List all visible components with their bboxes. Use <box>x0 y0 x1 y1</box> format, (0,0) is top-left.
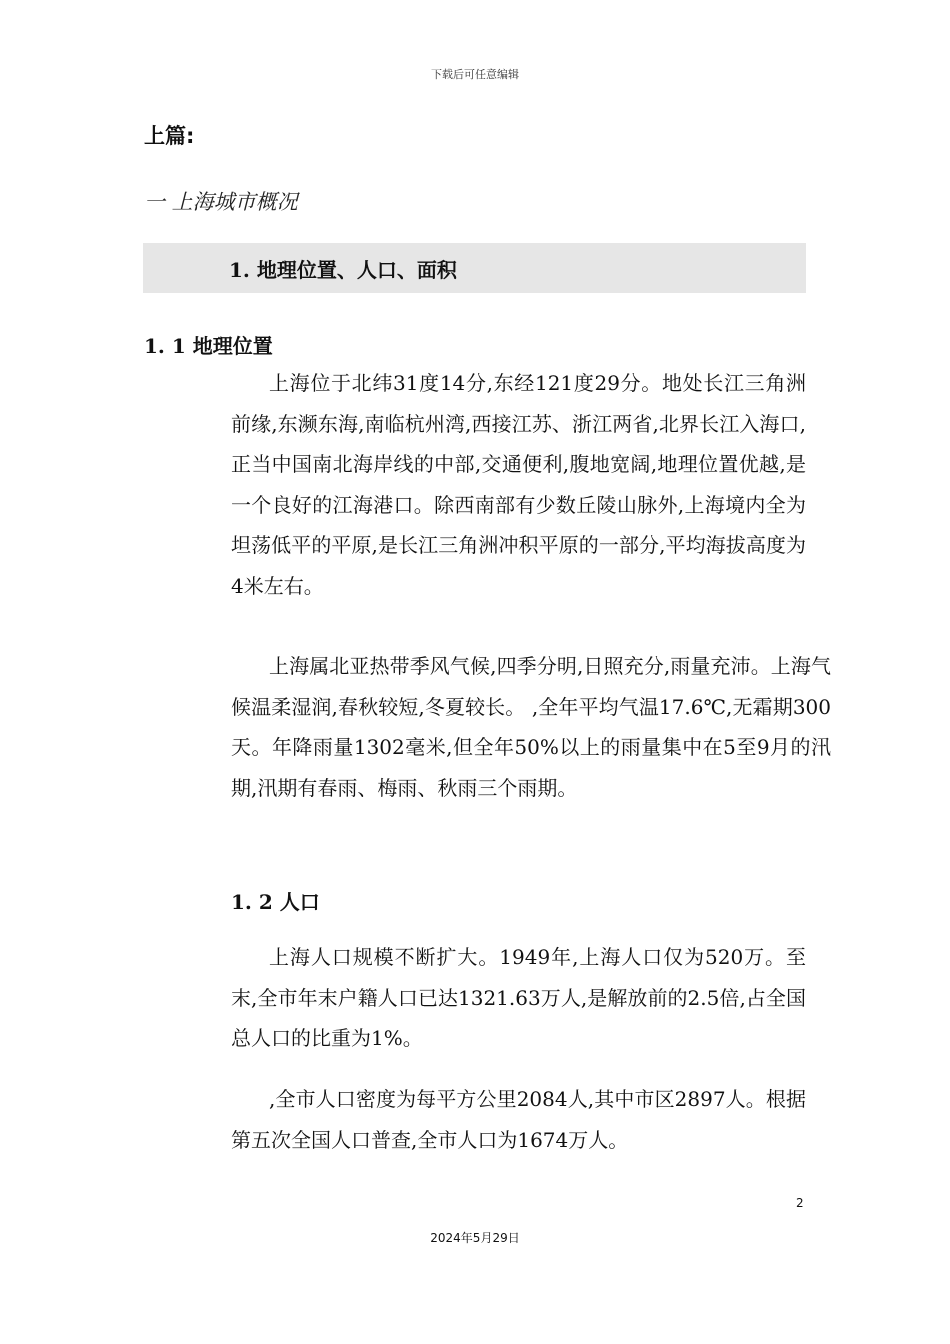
header-note: 下载后可任意编辑 <box>431 68 519 81</box>
paragraph-density: ,全市人口密度为每平方公里2084人,其中市区2897人。根据第五次全国人口普查,全市人口为1674万人。 <box>231 1087 806 1152</box>
paragraph-population: 上海人口规模不断扩大。1949年,上海人口仅为520万。至 末,全市年末户籍人口已达1321.63万人,是解放前的2.5倍,占全国总人口的比重为1%。 <box>231 945 806 1050</box>
section-title: 1. 地理位置、人口、面积 <box>229 258 457 282</box>
section-heading-band <box>143 243 806 293</box>
paragraph-location: 上海位于北纬31度14分,东经121度29分。地处长江三角洲前缘,东濒东海,南临杭州湾,西接江苏、浙江两省,北界长江入海口,正当中国南北海岸线的中部,交通便利,腹地宽阔,地理位置优越,是一个良好的江海港口。除西南部有少数丘陵山脉外,上海境内全为坦荡低平的平原,是长江三角洲冲积平原的一部分,平均海拔高度为4米左右。 <box>231 371 806 598</box>
subsection-title-location: 1. 1 地理位置 <box>144 334 273 358</box>
paragraph-climate: 上海属北亚热带季风气候,四季分明,日照充分,雨量充沛。上海气候温柔湿润,春秋较短,冬夏较长。 ,全年平均气温17.6℃,无霜期300天。年降雨量1302毫米,但全年50%以上的雨量集中在5至9月的汛期,汛期有春雨、梅雨、秋雨三个雨期。 <box>231 654 831 800</box>
footer-date: 2024年5月29日 <box>430 1231 520 1245</box>
subsection-title-population: 1. 2 人口 <box>231 890 320 914</box>
chapter-title: 一 上海城市概况 <box>144 190 298 214</box>
part-title: 上篇: <box>144 124 195 148</box>
page-number: 2 <box>796 1196 804 1210</box>
